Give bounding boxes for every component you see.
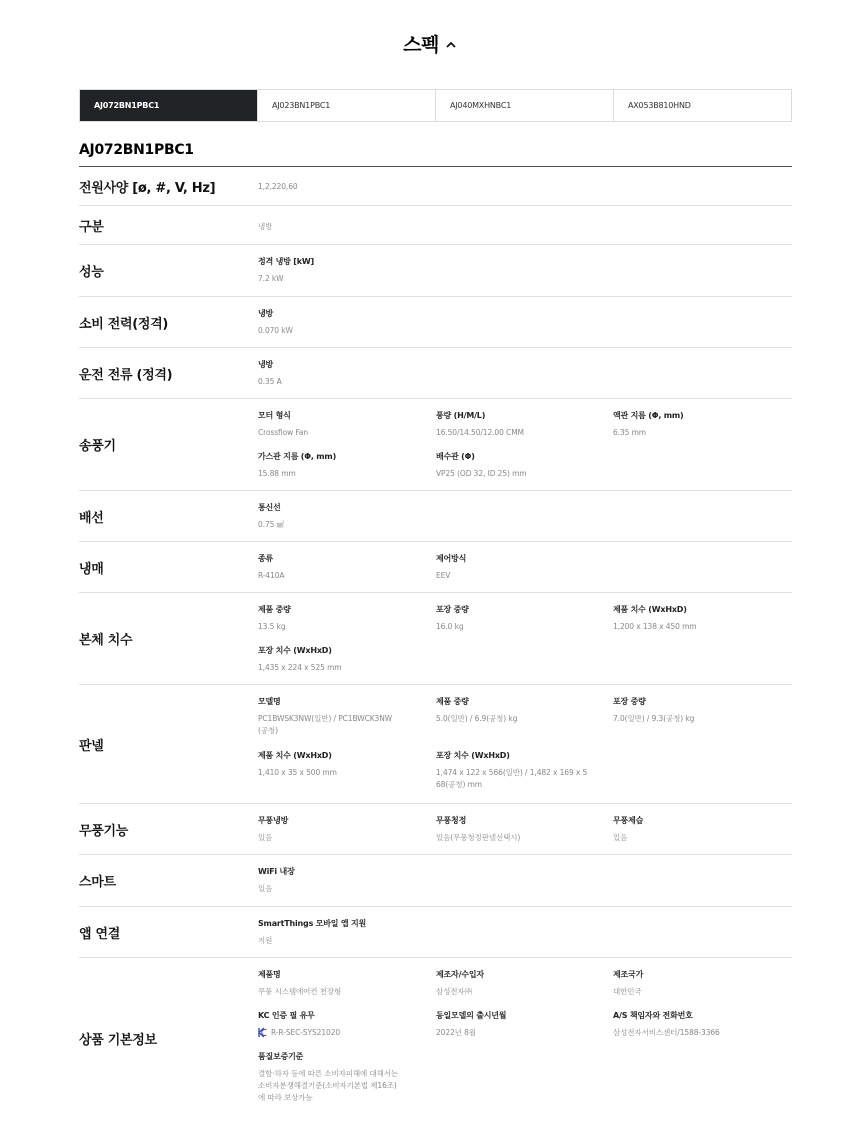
spec-key: 제조국가 xyxy=(613,970,644,979)
spec-item xyxy=(258,359,282,388)
spec-item xyxy=(436,1010,506,1039)
chevron-up-icon[interactable] xyxy=(445,39,457,51)
spec-item xyxy=(436,410,524,439)
spec-item xyxy=(613,1010,720,1039)
spec-key: 무풍냉방 xyxy=(258,816,289,825)
spec-row-windfree xyxy=(79,804,792,855)
spec-row-body xyxy=(79,593,792,685)
spec-value: 있음(무풍청정판넬선택시) xyxy=(436,833,521,842)
spec-item xyxy=(613,815,643,844)
spec-value: 5.0(일반) / 6.9(공청) kg xyxy=(436,714,518,723)
spec-row-info xyxy=(79,958,792,1118)
spec-label: 스마트 xyxy=(79,875,116,890)
spec-key: 동일모델의 출시년월 xyxy=(436,1011,507,1020)
spec-value: 6.35 mm xyxy=(613,428,646,437)
model-tabs xyxy=(79,89,792,122)
spec-value: 1,410 x 35 x 500 mm xyxy=(258,768,337,777)
spec-key: 포장 치수 (WxHxD) xyxy=(258,646,332,655)
spec-item xyxy=(258,969,341,998)
spec-value: PC1BWSK3NW(일반) / PC1BWCK3NW xyxy=(258,714,393,723)
spec-value: 1,435 x 224 x 525 mm xyxy=(258,663,342,672)
spec-row-fan xyxy=(79,399,792,491)
model-name: AJ072BN1PBC1 xyxy=(79,142,194,158)
spec-item xyxy=(258,866,295,895)
spec-key: 제품 치수 (WxHxD) xyxy=(613,605,687,614)
spec-value-cont: (공청) xyxy=(258,726,278,735)
spec-header[interactable] xyxy=(0,30,860,57)
spec-item xyxy=(258,308,293,337)
spec-key: 모터 형식 xyxy=(258,411,291,420)
spec-value: 지원 xyxy=(258,936,273,945)
spec-value: 16.50/14.50/12.00 CMM xyxy=(436,428,524,437)
spec-row-wiring xyxy=(79,491,792,542)
spec-value: 1,474 x 122 x 566(일반) / 1,482 x 169 x 5 xyxy=(436,768,588,777)
spec-label: 판넬 xyxy=(79,738,104,754)
spec-item xyxy=(258,696,392,737)
spec-value: 결함·하자 등에 따른 소비자피해에 대해서는 xyxy=(258,1069,399,1078)
spec-value: VP25 (OD 32, ID 25) mm xyxy=(436,469,527,478)
spec-label: 배선 xyxy=(79,510,104,526)
spec-value: 있음 xyxy=(258,884,273,893)
spec-item xyxy=(436,451,527,480)
spec-key: 포장 치수 (WxHxD) xyxy=(436,751,510,760)
spec-value: R-R-SEC-SYS21020 xyxy=(271,1028,341,1037)
spec-key: KC 인증 필 유무 xyxy=(258,1011,315,1020)
spec-key: 포장 중량 xyxy=(613,697,646,706)
spec-key: 모델명 xyxy=(258,697,281,706)
spec-key: SmartThings 모바일 앱 지원 xyxy=(258,919,367,928)
spec-key: 냉방 xyxy=(258,309,274,318)
spec-value: 0.75 ㎟ xyxy=(258,520,284,529)
spec-item xyxy=(436,815,520,844)
spec-item xyxy=(436,969,484,998)
spec-value: 7.2 kW xyxy=(258,274,284,283)
tab-model-2[interactable]: AJ023BN1PBC1 xyxy=(257,90,435,121)
spec-item xyxy=(436,750,587,791)
spec-key: 통신선 xyxy=(258,503,281,512)
spec-key: 제품 중량 xyxy=(436,697,469,706)
spec-label: 무풍기능 xyxy=(79,823,129,839)
spec-label: 구분 xyxy=(79,219,104,235)
spec-key: 무풍제습 xyxy=(613,816,644,825)
spec-item xyxy=(436,604,469,633)
tab-model-3[interactable]: AJ040MXHNBC1 xyxy=(435,90,613,121)
spec-value-cont: 에 따라 보상가능 xyxy=(258,1093,313,1102)
spec-item xyxy=(258,502,284,531)
spec-value: EEV xyxy=(436,571,451,580)
spec-key: 냉방 xyxy=(258,360,274,369)
spec-label: 송풍기 xyxy=(79,439,116,454)
spec-item xyxy=(436,696,517,725)
spec-value: 1,2,220,60 xyxy=(258,182,298,191)
spec-row-smart xyxy=(79,855,792,907)
spec-row-type xyxy=(79,206,792,245)
spec-item xyxy=(258,604,291,633)
spec-item xyxy=(258,410,308,439)
spec-item xyxy=(613,969,643,998)
spec-row-consumption xyxy=(79,297,792,348)
spec-label: 냉매 xyxy=(79,561,104,577)
spec-key: 포장 중량 xyxy=(436,605,469,614)
spec-row-current xyxy=(79,348,792,399)
spec-label: 전원사양 [ø, #, V, Hz] xyxy=(79,180,216,196)
spec-item xyxy=(613,410,684,439)
spec-value: 1,200 x 138 x 450 mm xyxy=(613,622,697,631)
spec-value: 13.5 kg xyxy=(258,622,286,631)
spec-item xyxy=(258,750,337,779)
spec-key: 제어방식 xyxy=(436,554,467,563)
spec-row-app xyxy=(79,907,792,958)
spec-value: 대한민국 xyxy=(613,987,642,996)
spec-value: 있음 xyxy=(258,833,273,842)
spec-key: 제품명 xyxy=(258,970,281,979)
spec-key: 제조자/수입자 xyxy=(436,970,484,979)
spec-item xyxy=(258,918,366,947)
spec-value: 삼성전자㈜ xyxy=(436,987,472,996)
spec-row-power xyxy=(79,167,792,206)
spec-item xyxy=(258,815,288,844)
spec-key: 종류 xyxy=(258,554,274,563)
spec-label: 본체 치수 xyxy=(79,633,133,648)
spec-value: 15.88 mm xyxy=(258,469,296,478)
kc-mark-icon xyxy=(258,1027,267,1038)
spec-key: WiFi 내장 xyxy=(258,867,295,876)
spec-value: 냉방 xyxy=(258,222,273,231)
spec-key: 제품 중량 xyxy=(258,605,291,614)
spec-label: 성능 xyxy=(79,265,104,280)
spec-item xyxy=(258,553,284,582)
spec-label: 운전 전류 (정격) xyxy=(79,367,173,383)
spec-value: 7.0(일반) / 9.3(공청) kg xyxy=(613,714,695,723)
spec-item xyxy=(258,256,314,285)
spec-row-panel xyxy=(79,685,792,804)
spec-key: 품질보증기준 xyxy=(258,1052,304,1061)
spec-key: 배수관 (Φ) xyxy=(436,452,475,461)
spec-item xyxy=(258,451,336,480)
spec-key: 무풍청정 xyxy=(436,816,467,825)
spec-row-refrigerant xyxy=(79,542,792,593)
spec-title: 스펙 xyxy=(403,34,439,56)
spec-value: 2022년 8월 xyxy=(436,1028,476,1037)
spec-table xyxy=(79,167,792,1118)
spec-value: 16.0 kg xyxy=(436,622,464,631)
spec-key: 액관 지름 (Φ, mm) xyxy=(613,411,684,420)
spec-value: 0.070 kW xyxy=(258,326,293,335)
spec-value: 0.35 A xyxy=(258,377,282,386)
spec-label: 상품 기본정보 xyxy=(79,1032,157,1048)
spec-key: 가스관 지름 (Φ, mm) xyxy=(258,452,337,461)
spec-value-cont: 68(공청) mm xyxy=(436,780,482,789)
spec-label: 소비 전력(정격) xyxy=(79,316,169,332)
spec-key: 풍량 (H/M/L) xyxy=(436,411,486,420)
spec-item xyxy=(258,1051,398,1104)
spec-item xyxy=(258,645,342,674)
spec-value: 있음 xyxy=(613,833,628,842)
spec-key: A/S 책임자와 전화번호 xyxy=(613,1011,693,1020)
spec-value-cont: 소비자분쟁해결기준(소비자기본법 제16조) xyxy=(258,1081,397,1090)
spec-key: 제품 치수 (WxHxD) xyxy=(258,751,332,760)
spec-item xyxy=(613,604,697,633)
tab-model-1[interactable]: AJ072BN1PBC1 xyxy=(80,90,257,121)
spec-item xyxy=(613,696,694,725)
spec-value: 무풍 시스템에어컨 천장형 xyxy=(258,987,342,996)
spec-value: 삼성전자서비스센터/1588-3366 xyxy=(613,1028,720,1037)
spec-key: 정격 냉방 [kW] xyxy=(258,257,314,266)
spec-value: Crossflow Fan xyxy=(258,428,309,437)
spec-item xyxy=(436,553,466,582)
spec-item xyxy=(258,1010,340,1039)
tab-model-4[interactable]: AX053B810HND xyxy=(613,90,791,121)
spec-value: R-410A xyxy=(258,571,285,580)
spec-label: 앱 연결 xyxy=(79,926,120,942)
spec-row-performance xyxy=(79,245,792,297)
